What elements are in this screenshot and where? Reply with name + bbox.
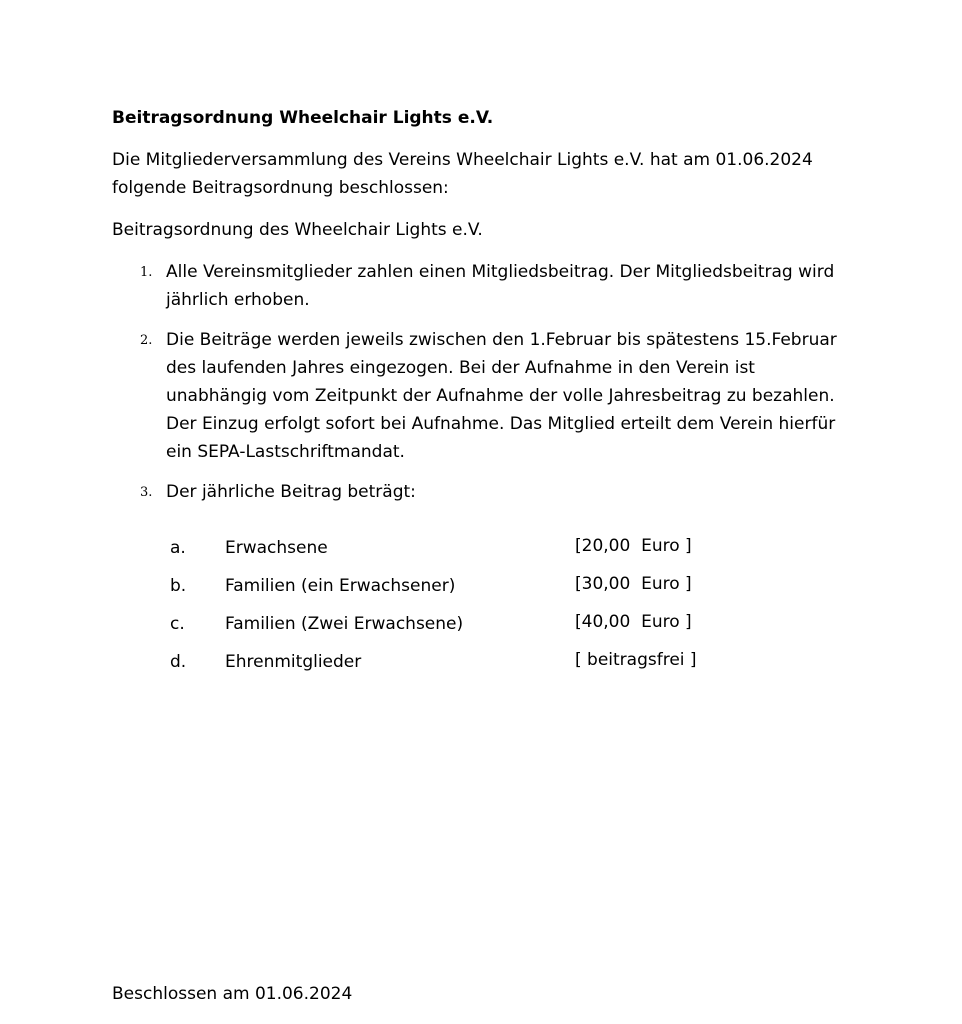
fee-letter: b. — [170, 576, 187, 596]
fee-row — [112, 648, 852, 686]
fee-amount: [20,00 Euro ] — [575, 536, 692, 556]
list-item-text: Alle Vereinsmitglieder zahlen einen Mitgliedsbeitrag. Der Mitgliedsbeitrag wird jährlich erhoben. — [166, 262, 835, 310]
fee-label: Erwachsene — [225, 538, 328, 558]
list-item — [112, 326, 852, 466]
fee-row — [112, 610, 852, 648]
fee-amount: [40,00 Euro ] — [575, 612, 692, 632]
fee-amount: [ beitragsfrei ] — [575, 650, 697, 670]
document-title: Beitragsordnung Wheelchair Lights e.V. — [112, 108, 494, 128]
fee-label: Familien (ein Erwachsener) — [225, 576, 456, 596]
fee-table — [112, 534, 852, 686]
fee-label: Ehrenmitglieder — [225, 652, 362, 672]
document-page — [112, 104, 852, 698]
fee-label: Familien (Zwei Erwachsene) — [225, 614, 464, 634]
list-item — [112, 258, 852, 314]
intro-paragraph: Die Mitgliederversammlung des Vereins Wheelchair Lights e.V. hat am 01.06.2024 folgende Beitragsordnung beschlossen: — [112, 150, 813, 198]
fee-row — [112, 572, 852, 610]
list-item-text: Die Beiträge werden jeweils zwischen den 1.Februar bis spätestens 15.Februar des laufenden Jahres eingezogen. Bei der Aufnahme in den Verein ist unabhängig vom Zeitpunkt der Aufnahme der volle Jahresbeitrag zu bezahlen. Der Einzug erfolgt sofort bei Aufnahme. Das Mitglied erteilt dem Verein hierfür ein SEPA-Lastschriftmandat. — [166, 330, 837, 462]
list-number: 2. — [140, 333, 153, 348]
fee-amount: [30,00 Euro ] — [575, 574, 692, 594]
list-number: 3. — [140, 485, 153, 500]
subtitle: Beitragsordnung des Wheelchair Lights e.V. — [112, 220, 483, 240]
numbered-list — [112, 258, 852, 686]
fee-letter: c. — [170, 614, 185, 634]
fee-letter: a. — [170, 538, 186, 558]
fee-letter: d. — [170, 652, 187, 672]
fee-row — [112, 534, 852, 572]
list-item — [112, 478, 852, 686]
list-number: 1. — [140, 265, 153, 280]
footer-date-line: Beschlossen am 01.06.2024 — [112, 984, 353, 1004]
list-item-text: Der jährliche Beitrag beträgt: — [166, 482, 416, 502]
